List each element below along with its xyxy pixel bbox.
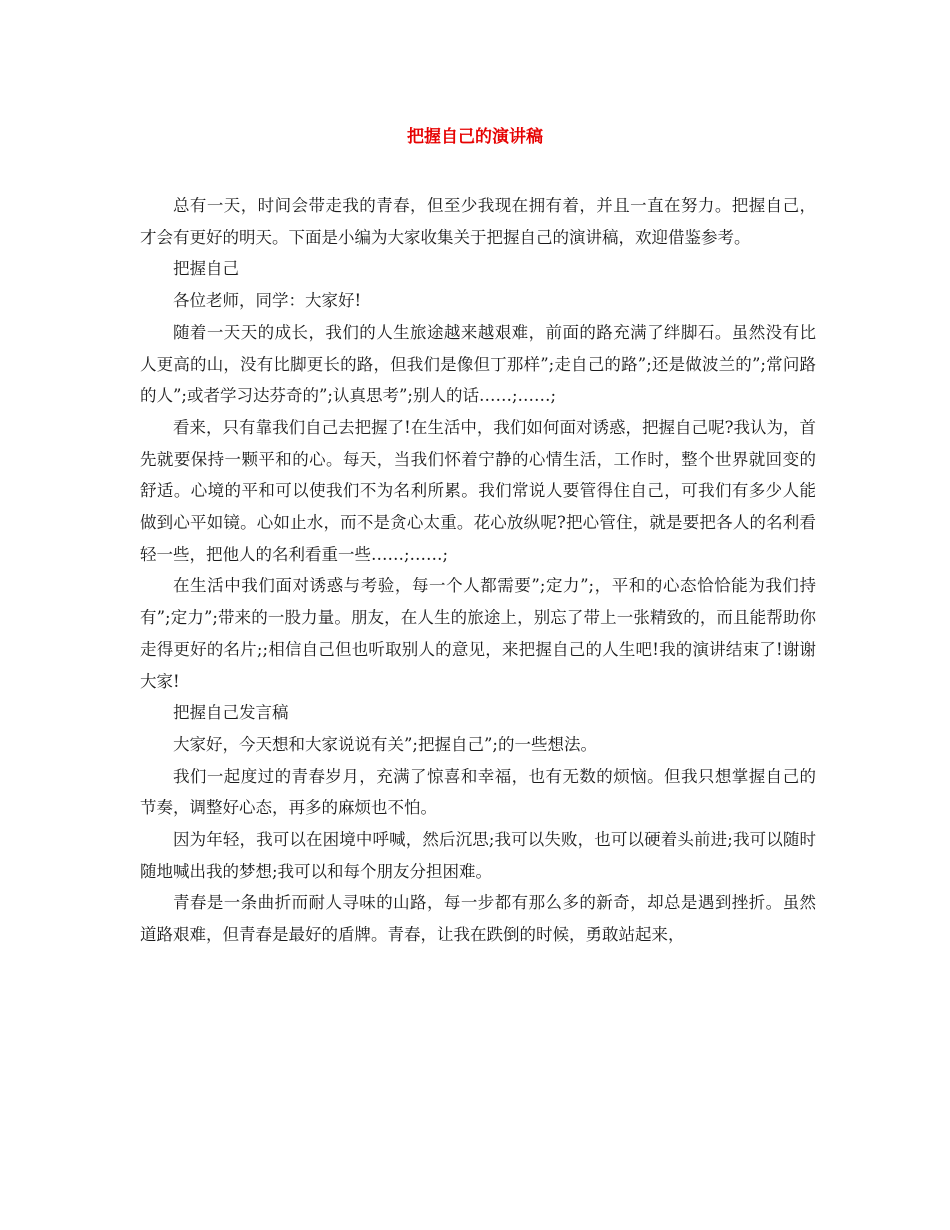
paragraph: 因为年轻，我可以在困境中呼喊，然后沉思;我可以失败，也可以硬着头前进;我可以随时随地喊出我的梦想;我可以和每个朋友分担困难。 bbox=[140, 830, 816, 881]
section-heading-2: 把握自己发言稿 bbox=[173, 703, 289, 723]
document-title: 把握自己的演讲稿 bbox=[407, 127, 543, 147]
document-body bbox=[140, 190, 816, 951]
paragraph-intro: 总有一天，时间会带走我的青春，但至少我现在拥有着，并且一直在努力。把握自己，才会有更好的明天。下面是小编为大家收集关于把握自己的演讲稿，欢迎借鉴参考。 bbox=[140, 196, 816, 247]
paragraph: 随着一天天的成长，我们的人生旅途越来越艰难，前面的路充满了绊脚石。虽然没有比人更高的山，没有比脚更长的路，但我们是像但丁那样”;走自己的路”;还是做波兰的”;常问路的人”;或者学习达芬奇的”;认真思考”;别人的话……;……; bbox=[140, 322, 816, 406]
paragraph: 我们一起度过的青春岁月，充满了惊喜和幸福，也有无数的烦恼。但我只想掌握自己的节奏，调整好心态，再多的麻烦也不怕。 bbox=[140, 766, 816, 818]
paragraph: 看来，只有靠我们自己去把握了!在生活中，我们如何面对诱惑，把握自己呢?我认为，首先就要保持一颗平和的心。每天，当我们怀着宁静的心情生活，工作时，整个世界就回变的舒适。心境的平和可以使我们不为名利所累。我们常说人要管得住自己，可我们有多少人能做到心平如镜。心如止水，而不是贪心太重。花心放纵呢?把心管住，就是要把各人的名利看轻一些，把他人的名利看重一些……;……; bbox=[140, 417, 816, 564]
paragraph: 青春是一条曲折而耐人寻味的山路，每一步都有那么多的新奇，却总是遇到挫折。虽然道路艰难，但青春是最好的盾牌。青春，让我在跌倒的时候，勇敢站起来， bbox=[140, 893, 816, 945]
paragraph: 大家好，今天想和大家说说有关”;把握自己”;的一些想法。 bbox=[173, 734, 597, 754]
section-heading-1: 把握自己 bbox=[173, 259, 239, 279]
paragraph-greeting: 各位老师，同学：大家好! bbox=[173, 291, 362, 311]
paragraph: 在生活中我们面对诱惑与考验，每一个人都需要”;定力”;，平和的心态恰恰能为我们持有”;定力”;带来的一股力量。朋友，在人生的旅途上，别忘了带上一张精致的，而且能帮助你走得更好的名片;;相信自己但也听取别人的意见，来把握自己的人生吧!我的演讲结束了!谢谢大家! bbox=[140, 576, 816, 691]
